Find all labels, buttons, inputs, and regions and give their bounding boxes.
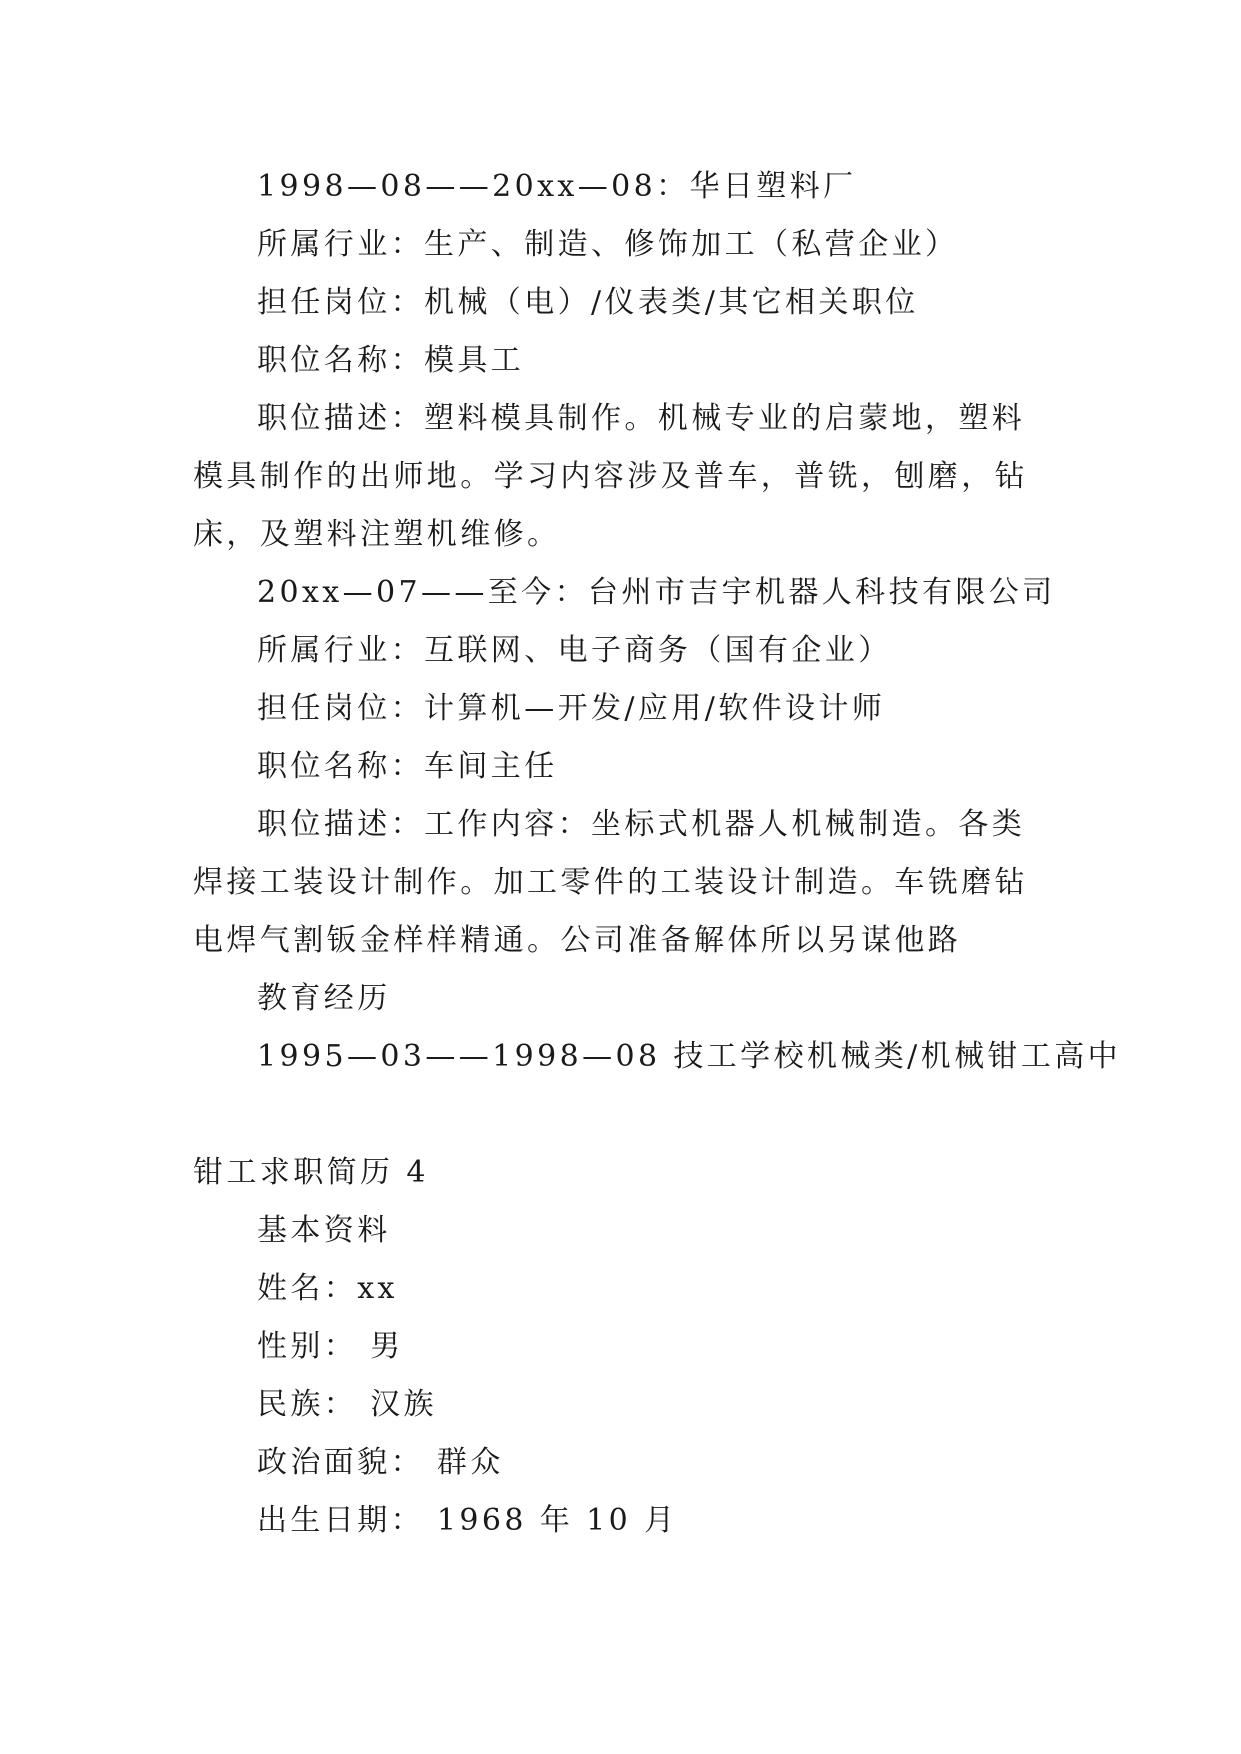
- job2-period: 20xx—07——至今：台州市吉宇机器人科技有限公司: [257, 575, 1056, 610]
- job2-industry: 所属行业：互联网、电子商务（国有企业）: [257, 633, 892, 668]
- section-gap: [193, 1086, 1053, 1144]
- education-heading: 教育经历: [257, 981, 391, 1016]
- job1-industry: 所属行业：生产、制造、修饰加工（私营企业）: [257, 227, 959, 262]
- job1-description: 职位描述：塑料模具制作。机械专业的启蒙地，塑料模具制作的出师地。学习内容涉及普车，普铣，刨磨，钻床，及塑料注塑机维修。: [193, 401, 1028, 552]
- document-body: [193, 158, 1122, 1550]
- basic-info-heading: 基本资料: [257, 1213, 391, 1248]
- education-entry: 1995—03——1998—08 技工学校机械类/机械钳工高中: [257, 1039, 1122, 1074]
- job1-title: 职位名称：模具工: [257, 343, 525, 378]
- job2-post: 担任岗位：计算机—开发/应用/软件设计师: [257, 691, 886, 726]
- job1-period: 1998—08——20xx—08：华日塑料厂: [257, 169, 857, 204]
- job2-title: 职位名称：车间主任: [257, 749, 558, 784]
- gender-field: 性别： 男: [257, 1329, 404, 1364]
- resume4-heading: 钳工求职简历 4: [193, 1155, 429, 1190]
- job1-post: 担任岗位：机械（电）/仪表类/其它相关职位: [257, 285, 919, 320]
- name-field: 姓名：xx: [257, 1271, 398, 1306]
- job2-description: 职位描述：工作内容：坐标式机器人机械制造。各类焊接工装设计制作。加工零件的工装设计制造。车铣磨钻电焊气割钣金样样精通。公司准备解体所以另谋他路: [193, 807, 1028, 958]
- ethnicity-field: 民族： 汉族: [257, 1387, 437, 1422]
- political-status-field: 政治面貌： 群众: [257, 1445, 504, 1480]
- birth-date-field: 出生日期： 1968 年 10 月: [257, 1503, 678, 1538]
